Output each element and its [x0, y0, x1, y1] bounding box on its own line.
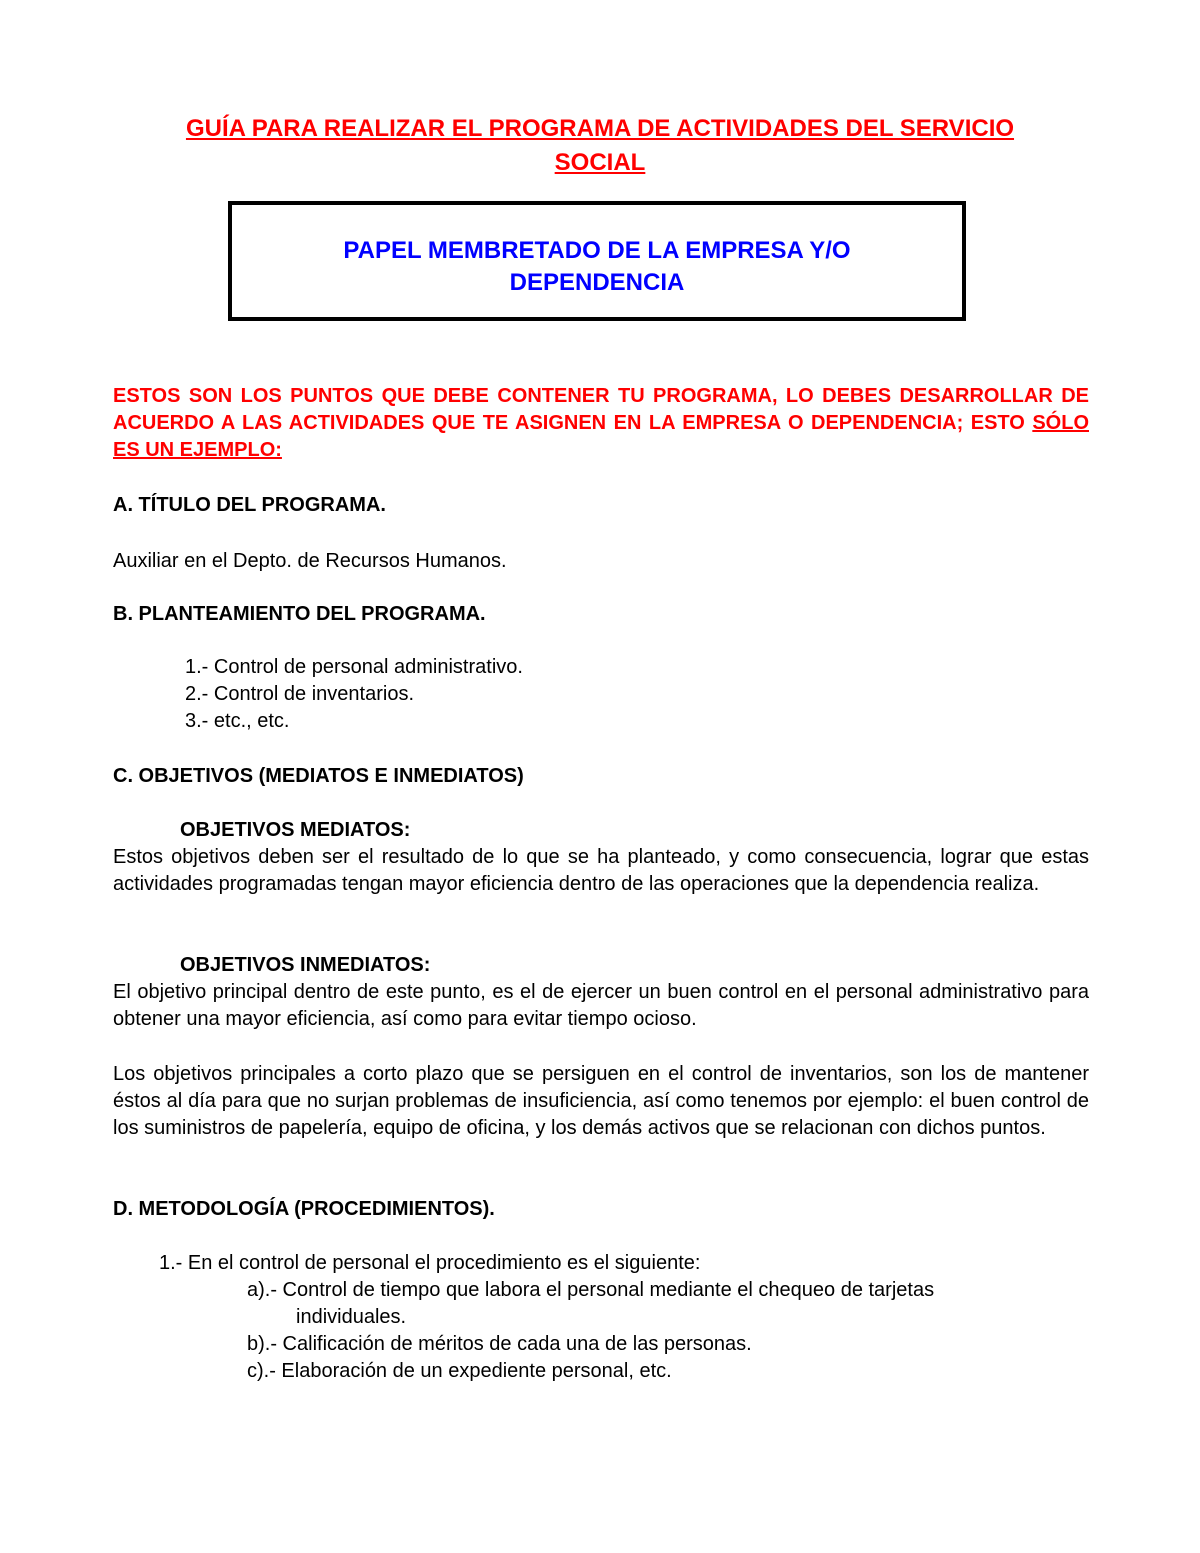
section-a-body: Auxiliar en el Depto. de Recursos Humanos.: [113, 550, 507, 572]
notice-paragraph: [113, 383, 1089, 464]
letterhead-line-2: DEPENDENCIA: [509, 269, 685, 296]
document-title: [100, 112, 1100, 180]
section-d-sub-b: b).- Calificación de méritos de cada una de las personas.: [247, 1333, 752, 1355]
section-d-sub-a-line-2: individuales.: [296, 1306, 407, 1328]
section-d-sub-c: c).- Elaboración de un expediente personal, etc.: [247, 1360, 672, 1382]
objetivos-inmediatos-heading: OBJETIVOS INMEDIATOS:: [180, 954, 431, 976]
section-d-heading: D. METODOLOGÍA (PROCEDIMIENTOS).: [113, 1198, 495, 1220]
title-line-2: SOCIAL: [554, 149, 646, 176]
letterhead-text: [232, 235, 962, 299]
section-b-item-1: 1.- Control de personal administrativo.: [185, 656, 523, 678]
title-line-1: GUÍA PARA REALIZAR EL PROGRAMA DE ACTIVIDADES DEL SERVICIO: [185, 115, 1015, 142]
notice-underlined: SÓLO ES UN EJEMPLO:: [113, 412, 1089, 461]
section-b-item-2: 2.- Control de inventarios.: [185, 683, 415, 705]
section-b-item-3: 3.- etc., etc.: [185, 710, 290, 732]
inventarios-paragraph: Los objetivos principales a corto plazo que se persiguen en el control de inventarios, son los de mantener éstos al día para que no surjan problemas de insuficiencia, así como tenemos por ejemplo: el buen control de los suministros de papelería, equipo de oficina, y los demás activos que se relacionan con dichos puntos.: [113, 1063, 1089, 1139]
letterhead-box: [228, 201, 966, 321]
section-c-heading: C. OBJETIVOS (MEDIATOS E INMEDIATOS): [113, 765, 524, 787]
letterhead-line-1: PAPEL MEMBRETADO DE LA EMPRESA Y/O: [343, 237, 851, 264]
section-b-heading: B. PLANTEAMIENTO DEL PROGRAMA.: [113, 603, 486, 625]
notice-text: ESTOS SON LOS PUNTOS QUE DEBE CONTENER TU PROGRAMA, LO DEBES DESARROLLAR DE ACUERDO A LAS ACTIVIDADES QUE TE ASIGNEN EN LA EMPRESA O DEPENDENCIA; ESTO: [113, 385, 1089, 434]
section-a-heading: A. TÍTULO DEL PROGRAMA.: [113, 494, 386, 516]
objetivos-mediatos-body: Estos objetivos deben ser el resultado de lo que se ha planteado, y como consecuencia, lograr que estas actividades programadas tengan mayor eficiencia dentro de las operaciones que la dependencia realiza.: [113, 846, 1089, 895]
objetivos-mediatos-heading: OBJETIVOS MEDIATOS:: [180, 819, 411, 841]
section-d-item-1: 1.- En el control de personal el procedimiento es el siguiente:: [159, 1252, 701, 1274]
objetivos-inmediatos-body: El objetivo principal dentro de este punto, es el de ejercer un buen control en el personal administrativo para obtener una mayor eficiencia, así como para evitar tiempo ocioso.: [113, 981, 1089, 1030]
section-d-sub-a-line-1: a).- Control de tiempo que labora el personal mediante el chequeo de tarjetas: [247, 1279, 935, 1301]
